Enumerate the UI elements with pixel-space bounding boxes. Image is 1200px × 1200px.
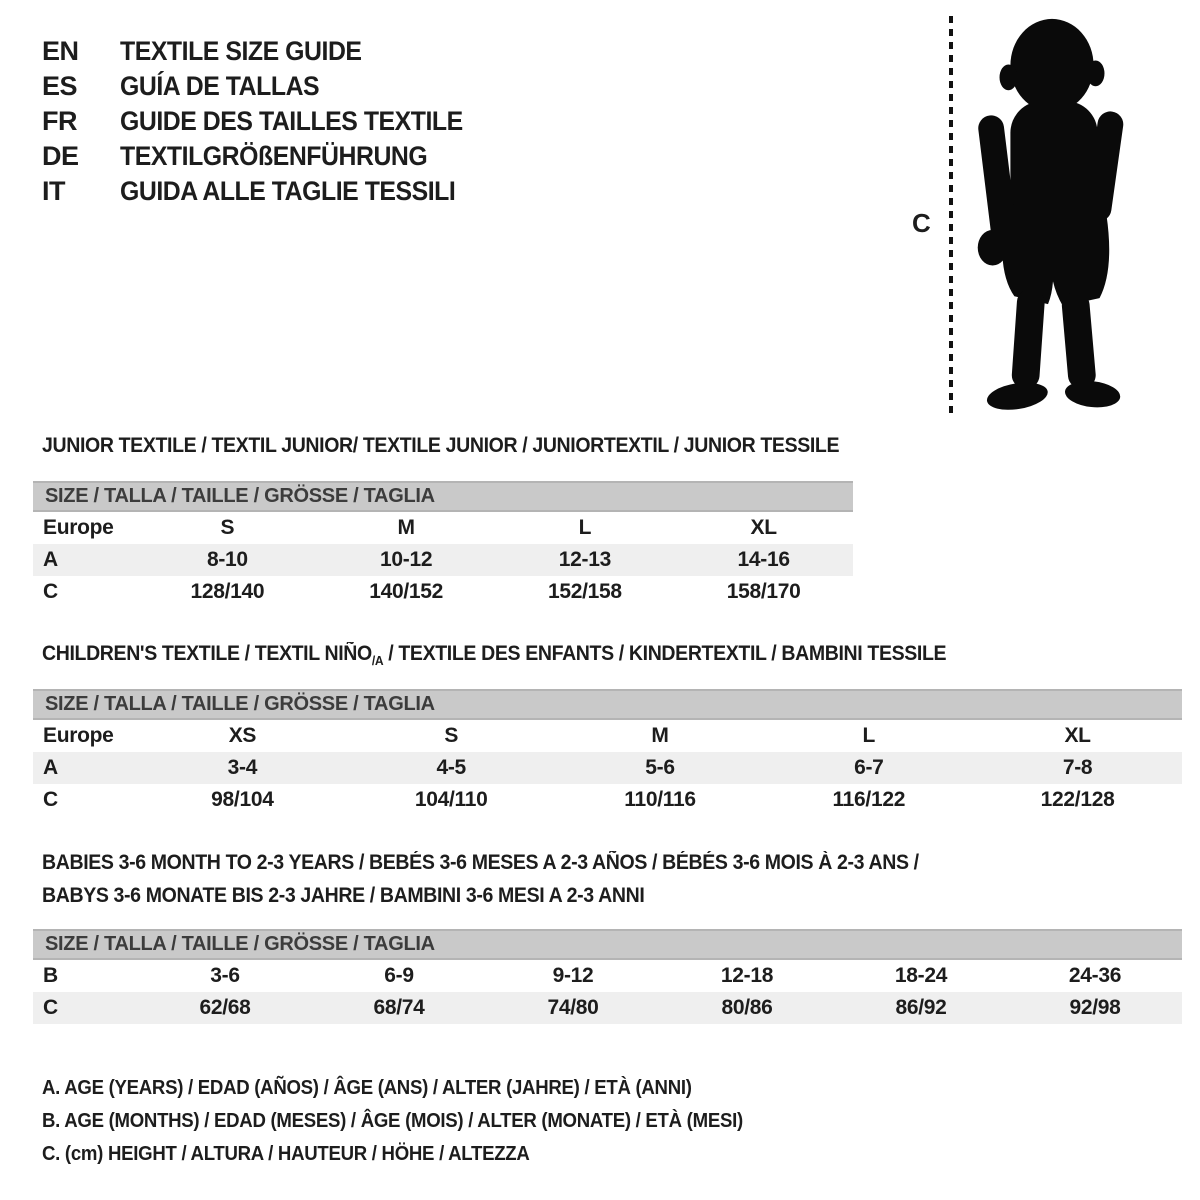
months-value: 12-18 (720, 964, 774, 987)
region-label: Europe (43, 724, 114, 747)
junior-size-header-bar: SIZE / TALLA / TAILLE / GRÖSSE / TAGLIA (33, 481, 853, 512)
table-row-height (33, 784, 1182, 816)
lang-code: FR (42, 106, 77, 136)
size-column: M (397, 516, 415, 539)
row-label: A (43, 756, 58, 779)
age-value: 5-6 (645, 756, 675, 779)
row-label: C (43, 788, 58, 811)
months-value: 24-36 (1068, 964, 1122, 987)
height-value: 80/86 (721, 996, 773, 1019)
age-value: 14-16 (737, 548, 790, 571)
children-title-text: CHILDREN'S TEXTILE / TEXTIL NIÑO (42, 642, 372, 665)
children-size-header-bar: SIZE / TALLA / TAILLE / GRÖSSE / TAGLIA (33, 689, 1182, 720)
babies-section-title-line1: BABIES 3-6 MONTH TO 2-3 YEARS / BEBÉS 3-6 MESES A 2-3 AÑOS / BÉBÉS 3-6 MOIS À 2-3 ANS / (42, 851, 919, 874)
months-value: 18-24 (894, 964, 948, 987)
row-label: B (43, 964, 58, 987)
table-row-age (33, 544, 853, 576)
lang-row-en (42, 34, 493, 69)
age-value: 6-7 (854, 756, 884, 779)
table-row-height (33, 992, 1182, 1024)
height-value: 92/98 (1069, 996, 1121, 1019)
babies-size-header-bar: SIZE / TALLA / TAILLE / GRÖSSE / TAGLIA (33, 929, 1182, 960)
age-value: 3-4 (227, 756, 258, 779)
lang-row-fr (42, 104, 493, 139)
lang-title: GUIDA ALLE TAGLIE TESSILI (120, 176, 456, 206)
size-column: M (651, 724, 669, 747)
legend-line-c: C. (cm) HEIGHT / ALTURA / HAUTEUR / HÖHE / ALTEZZA (42, 1143, 530, 1165)
size-column: L (862, 724, 876, 747)
age-value: 7-8 (1062, 756, 1093, 779)
row-label: A (43, 548, 58, 571)
lang-title: GUIDE DES TAILLES TEXTILE (120, 106, 463, 136)
lang-row-de (42, 139, 493, 174)
table-row-age (33, 752, 1182, 784)
age-value: 8-10 (206, 548, 248, 571)
junior-section-title: JUNIOR TEXTILE / TEXTIL JUNIOR/ TEXTILE JUNIOR / JUNIORTEXTIL / JUNIOR TESSILE (42, 434, 840, 457)
lang-title: TEXTILGRÖßENFÜHRUNG (120, 141, 428, 171)
babies-section-title-line2: BABYS 3-6 MONATE BIS 2-3 JAHRE / BAMBINI 3-6 MESI A 2-3 ANNI (42, 884, 645, 907)
height-value: 128/140 (190, 580, 265, 603)
lang-code: EN (42, 36, 79, 66)
size-column: S (220, 516, 235, 539)
size-column: XL (1064, 724, 1091, 747)
age-value: 12-13 (558, 548, 611, 571)
size-column: S (444, 724, 459, 747)
months-value: 9-12 (552, 964, 594, 987)
legend (42, 1072, 796, 1171)
junior-columns-row (33, 512, 853, 544)
legend-line-b: B. AGE (MONTHS) / EDAD (MESES) / ÂGE (MOIS) / ALTER (MONATE) / ETÀ (MESI) (42, 1110, 743, 1132)
children-section-title (42, 642, 946, 668)
height-value: 68/74 (373, 996, 425, 1019)
height-measure-label: C (912, 208, 931, 238)
lang-code: ES (42, 71, 78, 101)
lang-row-it (42, 174, 493, 209)
toddler-silhouette-icon (962, 12, 1142, 418)
months-value: 6-9 (384, 964, 414, 987)
height-value: 116/122 (832, 788, 906, 811)
junior-size-table (33, 481, 853, 608)
months-value: 3-6 (210, 964, 240, 987)
size-column: XS (228, 724, 257, 747)
children-size-table (33, 689, 1182, 816)
lang-row-es (42, 69, 493, 104)
table-row-height (33, 576, 853, 608)
lang-title: TEXTILE SIZE GUIDE (120, 36, 362, 66)
height-value: 110/116 (624, 788, 696, 811)
age-value: 10-12 (380, 548, 433, 571)
height-value: 62/68 (199, 996, 251, 1019)
lang-title: GUÍA DE TALLAS (120, 71, 320, 101)
row-label: C (43, 580, 58, 603)
height-value: 104/110 (414, 788, 488, 811)
height-value: 74/80 (547, 996, 599, 1019)
children-title-subscript: /A (371, 653, 384, 669)
table-row-months (33, 960, 1182, 992)
row-label: C (43, 996, 58, 1019)
size-column: XL (750, 516, 777, 539)
lang-code: DE (42, 141, 79, 171)
height-value: 122/128 (1040, 788, 1115, 811)
height-value: 158/170 (726, 580, 801, 603)
children-title-text: / TEXTILE DES ENFANTS / KINDERTEXTIL / BAMBINI TESSILE (383, 642, 947, 665)
language-title-list (42, 34, 493, 209)
height-value: 152/158 (547, 580, 622, 603)
legend-line-a: A. AGE (YEARS) / EDAD (AÑOS) / ÂGE (ANS) / ALTER (JAHRE) / ETÀ (ANNI) (42, 1077, 692, 1099)
children-columns-row (33, 720, 1182, 752)
babies-size-table (33, 929, 1182, 1024)
height-value: 140/152 (369, 580, 444, 603)
height-measure-line (949, 16, 953, 416)
size-column: L (578, 516, 592, 539)
age-value: 4-5 (436, 756, 466, 779)
region-label: Europe (43, 516, 114, 539)
lang-code: IT (42, 176, 65, 206)
height-value: 98/104 (211, 788, 274, 811)
height-value: 86/92 (895, 996, 947, 1019)
